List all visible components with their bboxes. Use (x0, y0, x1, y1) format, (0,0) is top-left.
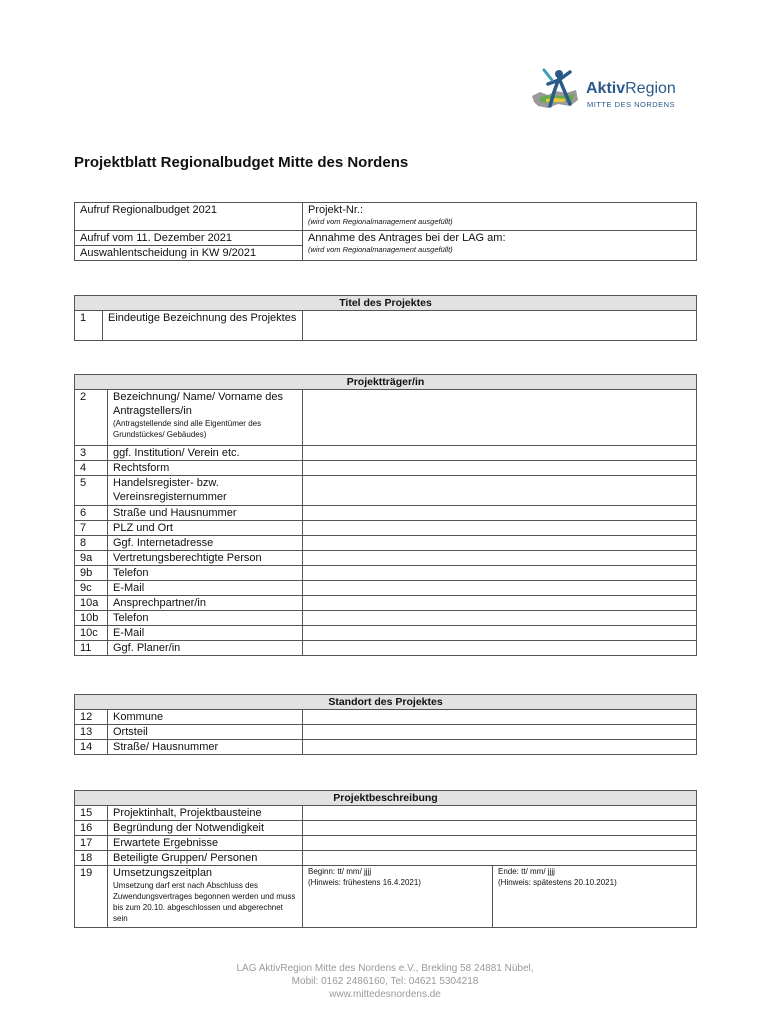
row-label: Bezeichnung/ Name/ Vorname des Antragstellers/in (113, 391, 283, 417)
titel-input[interactable] (303, 311, 697, 341)
row-label: E-Mail (108, 626, 303, 641)
row-label: Telefon (108, 611, 303, 626)
row-label: PLZ und Ort (108, 521, 303, 536)
ansprechpartner-input[interactable] (303, 596, 697, 611)
row-label: Beteiligte Gruppen/ Personen (108, 851, 303, 866)
row-label: Begründung der Notwendigkeit (108, 821, 303, 836)
standort-table (74, 694, 697, 755)
footer (0, 962, 770, 1001)
row-num: 8 (75, 536, 108, 551)
row-note: (Antragstellende sind alle Eigentümer des Grundstückes/ Gebäudes) (113, 419, 262, 439)
row-label: Projektinhalt, Projektbausteine (108, 806, 303, 821)
row-num: 16 (75, 821, 108, 836)
row-num: 3 (75, 446, 108, 461)
row-num: 9c (75, 581, 108, 596)
begruendung-input[interactable] (303, 821, 697, 836)
row-label: Erwartete Ergebnisse (108, 836, 303, 851)
row-num: 1 (75, 311, 103, 341)
row-label: Ortsteil (108, 725, 303, 740)
projekt-nr-note: (wird vom Regionalmanagement ausgefüllt) (308, 217, 453, 226)
row-num: 7 (75, 521, 108, 536)
kommune-input[interactable] (303, 710, 697, 725)
logo-brand (586, 80, 676, 98)
standort-strasse-input[interactable] (303, 740, 697, 755)
ende-label: Ende: tt/ mm/ jjjj (498, 867, 555, 876)
footer-website-link[interactable]: www.mittedesnordens.de (329, 989, 441, 1000)
row-label: Ggf. Internetadresse (108, 536, 303, 551)
row-num: 4 (75, 461, 108, 476)
row-label: Ansprechpartner/in (108, 596, 303, 611)
row-num: 13 (75, 725, 108, 740)
traeger-table (74, 374, 697, 656)
telefon-2-input[interactable] (303, 611, 697, 626)
row-label: E-Mail (108, 581, 303, 596)
aufruf-label: Aufruf Regionalbudget 2021 (75, 203, 303, 231)
aktivregion-logo-icon (526, 66, 582, 122)
institution-input[interactable] (303, 446, 697, 461)
ende-hint: (Hinweis: spätestens 20.10.2021) (498, 878, 617, 887)
logo-brand-rest: Region (625, 80, 676, 97)
beschreibung-table (74, 790, 697, 928)
ortsteil-input[interactable] (303, 725, 697, 740)
telefon-input[interactable] (303, 566, 697, 581)
strasse-input[interactable] (303, 506, 697, 521)
row-num: 12 (75, 710, 108, 725)
info-table (74, 202, 697, 261)
row-num: 18 (75, 851, 108, 866)
plz-ort-input[interactable] (303, 521, 697, 536)
row-label: Eindeutige Bezeichnung des Projektes (103, 311, 303, 341)
row-label: Vertretungsberechtigte Person (108, 551, 303, 566)
logo-subtitle: MITTE DES NORDENS (587, 100, 676, 109)
projekt-nr-cell[interactable] (303, 203, 697, 231)
row-label: Kommune (108, 710, 303, 725)
logo-brand-bold: Aktiv (586, 80, 626, 97)
row-num: 15 (75, 806, 108, 821)
page-title: Projektblatt Regionalbudget Mitte des Nordens (74, 154, 409, 171)
footer-address: LAG AktivRegion Mitte des Nordens e.V., Brekling 58 24881 Nübel, (236, 963, 534, 974)
register-input[interactable] (303, 476, 697, 506)
email-input[interactable] (303, 581, 697, 596)
internet-input[interactable] (303, 536, 697, 551)
row-label: Ggf. Planer/in (108, 641, 303, 656)
row-num: 17 (75, 836, 108, 851)
row-label: Telefon (108, 566, 303, 581)
titel-table (74, 295, 697, 341)
ergebnisse-input[interactable] (303, 836, 697, 851)
row-num: 9b (75, 566, 108, 581)
row-num: 9a (75, 551, 108, 566)
row-num: 2 (75, 390, 108, 446)
annahme-cell[interactable] (303, 231, 697, 261)
row-label: Straße/ Hausnummer (108, 740, 303, 755)
annahme-note: (wird vom Regionalmanagement ausgefüllt) (308, 245, 453, 254)
vertreter-input[interactable] (303, 551, 697, 566)
beginn-label: Beginn: tt/ mm/ jjjj (308, 867, 372, 876)
footer-phone: Mobil: 0162 2486160, Tel: 04621 5304218 (291, 976, 479, 987)
row-num: 6 (75, 506, 108, 521)
row-num: 10b (75, 611, 108, 626)
row-label: Umsetzungszeitplan (113, 867, 213, 879)
row-note: Umsetzung darf erst nach Abschluss des Zuwendungsvertrages begonnen werden und muss bis zum 20.10. abgeschlossen und abgerechnet sein (113, 881, 296, 923)
beschreibung-header: Projektbeschreibung (75, 791, 697, 806)
logo (526, 66, 686, 122)
row-num: 19 (75, 866, 108, 928)
row-label: ggf. Institution/ Verein etc. (108, 446, 303, 461)
planer-input[interactable] (303, 641, 697, 656)
row-label: Handelsregister- bzw. Vereinsregisternummer (108, 476, 303, 506)
row-num: 10c (75, 626, 108, 641)
beginn-input[interactable] (303, 866, 493, 928)
projektinhalt-input[interactable] (303, 806, 697, 821)
row-num: 14 (75, 740, 108, 755)
row-label: Rechtsform (108, 461, 303, 476)
annahme-label: Annahme des Antrages bei der LAG am: (308, 232, 506, 244)
email-2-input[interactable] (303, 626, 697, 641)
aufruf-date: Aufruf vom 11. Dezember 2021 (75, 231, 303, 246)
gruppen-input[interactable] (303, 851, 697, 866)
rechtsform-input[interactable] (303, 461, 697, 476)
standort-header: Standort des Projektes (75, 695, 697, 710)
titel-header: Titel des Projektes (75, 296, 697, 311)
traeger-header: Projektträger/in (75, 375, 697, 390)
beginn-hint: (Hinweis: frühestens 16.4.2021) (308, 878, 421, 887)
row-label: Straße und Hausnummer (108, 506, 303, 521)
ende-input[interactable] (493, 866, 697, 928)
projekt-nr-label: Projekt-Nr.: (308, 204, 364, 216)
antragsteller-input[interactable] (303, 390, 697, 446)
row-num: 10a (75, 596, 108, 611)
row-num: 5 (75, 476, 108, 506)
auswahl-label: Auswahlentscheidung in KW 9/2021 (75, 246, 303, 261)
row-num: 11 (75, 641, 108, 656)
